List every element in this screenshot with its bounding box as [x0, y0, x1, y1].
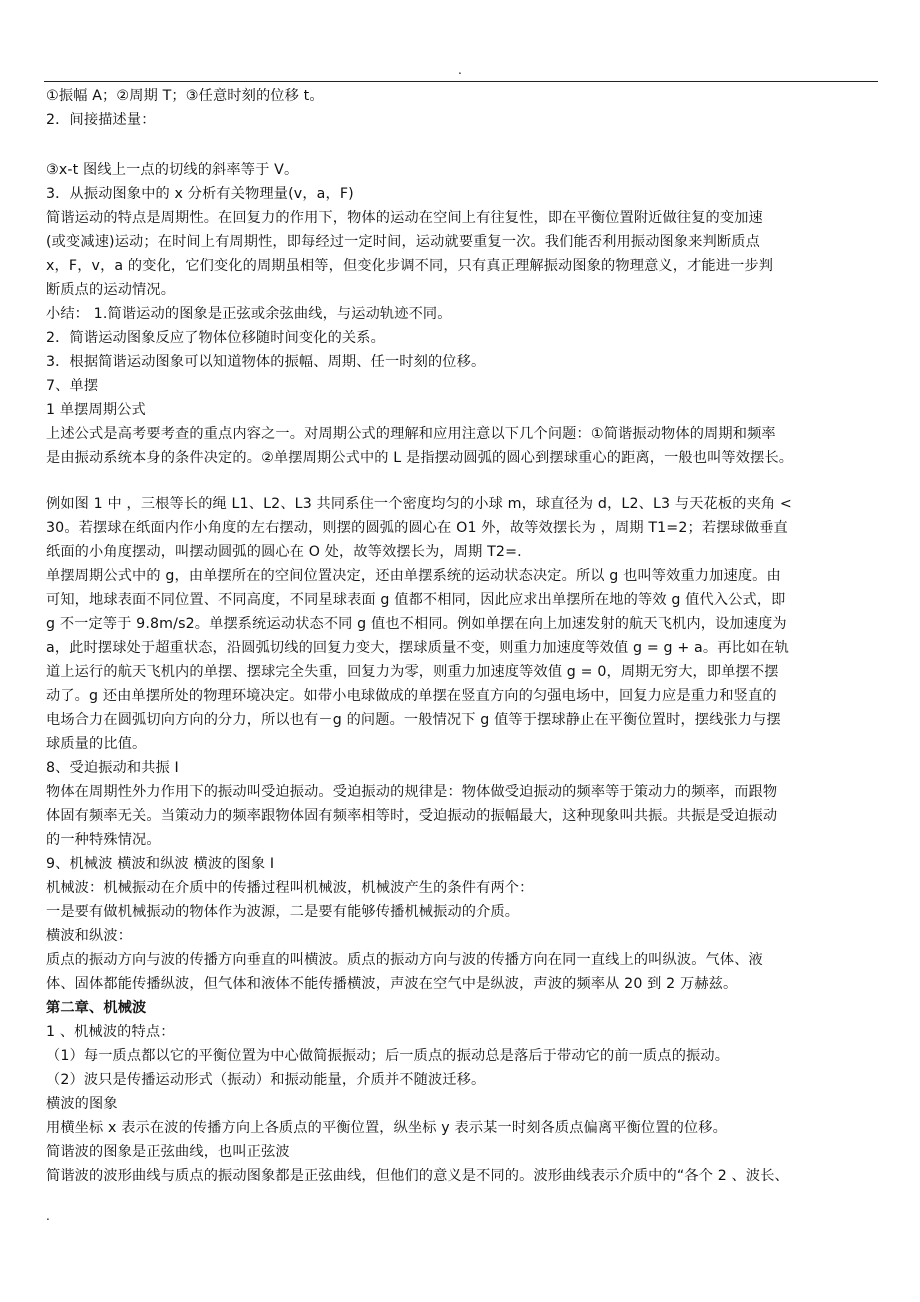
text-line: （1）每一质点都以它的平衡位置为中心做简振振动；后一质点的振动总是落后于带动它的前一质点的振动。 [46, 1048, 730, 1064]
text-line: 动了。g 还由单摆所处的物理环境决定。如带小电球做成的单摆在竖直方向的匀强电场中，回复力应是重力和竖直的 [46, 688, 777, 704]
text-line: g 不一定等于 9.8m/s2。单摆系统运动状态不同 g 值也不相同。例如单摆在向上加速发射的航天飞机内，设加速度为 [46, 616, 787, 632]
text-line: 道上运行的航天飞机内的单摆、摆球完全失重，回复力为零，则重力加速度等效值 g = 0，周期无穷大，即单摆不摆 [46, 664, 779, 680]
subsection-heading: 横波的图象 [46, 1096, 118, 1112]
section-heading: 7、单摆 [46, 378, 99, 394]
text-line: x，F，v，a 的变化，它们变化的周期虽相等，但变化步调不同，只有真正理解振动图象的物理意义，才能进一步判 [46, 258, 774, 274]
text-line: 3．根据简谐运动图象可以知道物体的振幅、周期、任一时刻的位移。 [46, 354, 486, 370]
header-rule [44, 81, 878, 82]
text-line: 简谐波的波形曲线与质点的振动图象都是正弦曲线，但他们的意义是不同的。波形曲线表示介质中的“各个 2 、波长、 [46, 1168, 789, 1184]
text-line: 体固有频率无关。当策动力的频率跟物体固有频率相等时，受迫振动的振幅最大，这种现象叫共振。共振是受迫振动 [46, 808, 778, 824]
text-line: 可知，地球表面不同位置、不同高度，不同星球表面 g 值都不相同，因此应求出单摆所在地的等效 g 值代入公式，即 [46, 592, 786, 608]
text-line: 单摆周期公式中的 g，由单摆所在的空间位置决定，还由单摆系统的运动状态决定。所以 g 也叫等效重力加速度。由 [46, 568, 781, 584]
text-line: 例如图 1 中 ，三根等长的绳 L1、L2、L3 共同系住一个密度均匀的小球 m，球直径为 d，L2、L3 与天花板的夹角 < [46, 496, 792, 512]
text-line: （2）波只是传播运动形式（振动）和振动能量，介质并不随波迁移。 [46, 1072, 486, 1088]
text-line: 球质量的比值。 [46, 736, 147, 752]
text-line: 2．间接描述量： [46, 112, 156, 128]
text-line: 电场合力在圆弧切向方向的分力，所以也有－g 的问题。一般情况下 g 值等于摆球静止在平衡位置时，摆线张力与摆 [46, 712, 781, 728]
text-line: 横波和纵波： [46, 928, 133, 944]
text-line: 质点的振动方向与波的传播方向垂直的叫横波。质点的振动方向与波的传播方向在同一直线上的叫纵波。气体、液 [46, 952, 763, 968]
text-line: 上述公式是高考要考查的重点内容之一。对周期公式的理解和应用注意以下几个问题：①简谐振动物体的周期和频率 [46, 426, 776, 442]
text-line: 物体在周期性外力作用下的振动叫受迫振动。受迫振动的规律是：物体做受迫振动的频率等于策动力的频率，而跟物 [46, 784, 778, 800]
text-line: 简谐波的图象是正弦曲线，也叫正弦波 [46, 1144, 290, 1160]
header-mark: . [458, 63, 462, 77]
chapter-heading: 第二章、机械波 [46, 1000, 147, 1016]
text-line: 是由振动系统本身的条件决定的。②单摆周期公式中的 L 是指摆动圆弧的圆心到摆球重心的距离，一般也叫等效摆长。 [46, 450, 794, 466]
text-line: ①振幅 A；②周期 T；③任意时刻的位移 t。 [46, 88, 324, 104]
section-heading: 8、受迫振动和共振 I [46, 760, 179, 776]
text-line: a，此时摆球处于超重状态，沿圆弧切线的回复力变大，摆球质量不变，则重力加速度等效值 g = g + a。再比如在轨 [46, 640, 789, 656]
text-line: 小结： 1.简谐运动的图象是正弦或余弦曲线，与运动轨迹不同。 [46, 306, 452, 322]
text-line: 30。若摆球在纸面内作小角度的左右摆动，则摆的圆弧的圆心在 O1 外，故等效摆长为 ，周期 T1=2；若摆球做垂直 [46, 520, 788, 536]
text-line: 体、固体都能传播纵波，但气体和液体不能传播横波，声波在空气中是纵波，声波的频率从 20 到 2 万赫兹。 [46, 976, 738, 992]
text-line: 1 、机械波的特点： [46, 1024, 175, 1040]
text-line: (或变减速)运动；在时间上有周期性，即每经过一定时间，运动就要重复一次。我们能否利用振动图象来判断质点 [46, 234, 760, 250]
subsection-heading: 1 单摆周期公式 [46, 402, 146, 418]
text-line: 机械波：机械振动在介质中的传播过程叫机械波，机械波产生的条件有两个： [46, 880, 534, 896]
text-line: 的一种特殊情况。 [46, 832, 161, 848]
section-heading: 9、机械波 横波和纵波 横波的图象 I [46, 856, 275, 872]
text-line: ③x-t 图线上一点的切线的斜率等于 V。 [46, 162, 299, 178]
footer-mark: . [46, 1209, 50, 1223]
text-line: 纸面的小角度摆动，叫摆动圆弧的圆心在 O 处，故等效摆长为，周期 T2=. [46, 544, 522, 560]
text-line: 一是要有做机械振动的物体作为波源，二是要有能够传播机械振动的介质。 [46, 904, 520, 920]
text-line: 用横坐标 x 表示在波的传播方向上各质点的平衡位置，纵坐标 y 表示某一时刻各质点偏离平衡位置的位移。 [46, 1120, 727, 1136]
text-line: 2．简谐运动图象反应了物体位移随时间变化的关系。 [46, 330, 385, 346]
text-line: 3．从振动图象中的 x 分析有关物理量(v，a，F) [46, 186, 354, 202]
text-line: 简谐运动的特点是周期性。在回复力的作用下，物体的运动在空间上有往复性，即在平衡位置附近做往复的变加速 [46, 210, 763, 226]
text-line: 断质点的运动情况。 [46, 282, 176, 298]
